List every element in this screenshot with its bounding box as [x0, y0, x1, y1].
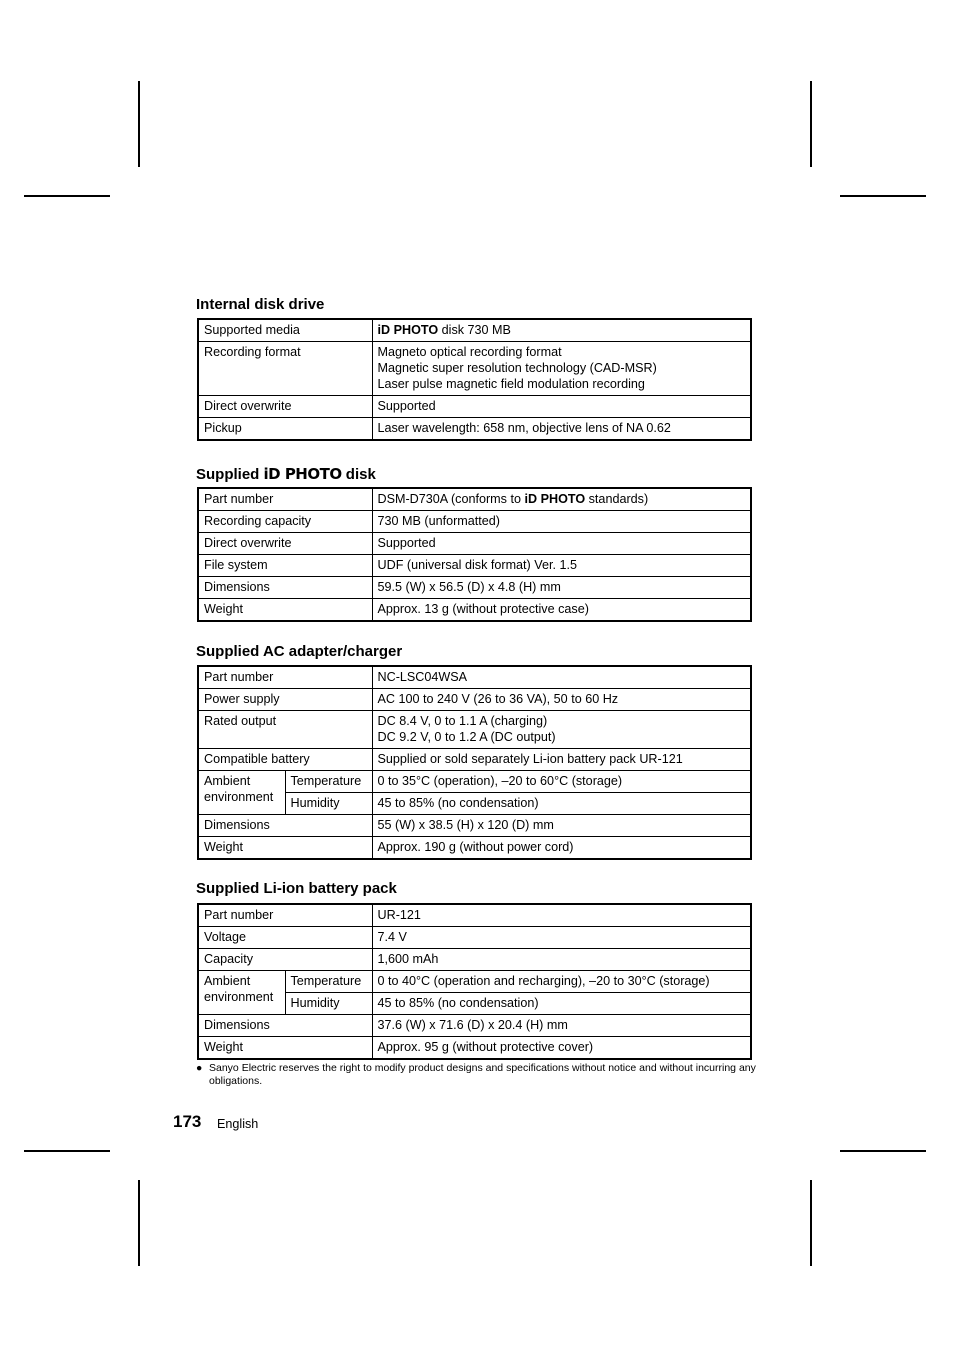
- table-row: [198, 666, 751, 689]
- row-value: 1,600 mAh: [372, 949, 751, 971]
- row-label: Direct overwrite: [198, 533, 372, 555]
- id-photo-logo: iD PHOTO: [263, 465, 342, 483]
- row-label: [198, 771, 285, 815]
- value-text: standards): [585, 492, 649, 506]
- crop-mark: [138, 1180, 140, 1266]
- brand-text: iD PHOTO: [524, 492, 586, 506]
- row-label: Rated output: [198, 711, 372, 749]
- row-label: Weight: [198, 1037, 372, 1060]
- row-value: 730 MB (unformatted): [372, 511, 751, 533]
- row-value: [372, 342, 751, 396]
- row-sublabel: Humidity: [285, 993, 372, 1015]
- row-value: Supported: [372, 533, 751, 555]
- row-label: [198, 971, 285, 1015]
- page-language: English: [217, 1117, 259, 1131]
- table-row: [198, 599, 751, 622]
- table-row: [198, 1037, 751, 1060]
- crop-mark: [138, 81, 140, 167]
- table-row: [198, 971, 751, 993]
- value-line: Laser pulse magnetic field modulation recording: [377, 377, 645, 391]
- table-row: [198, 488, 751, 511]
- crop-mark: [24, 1150, 110, 1152]
- crop-mark: [810, 1180, 812, 1266]
- row-label: Part number: [198, 488, 372, 511]
- value-line: DC 8.4 V, 0 to 1.1 A (charging): [377, 714, 548, 728]
- row-value: NC-LSC04WSA: [372, 666, 751, 689]
- row-value: Approx. 95 g (without protective cover): [372, 1037, 751, 1060]
- bullet-icon: ●: [196, 1062, 203, 1074]
- row-value: 37.6 (W) x 71.6 (D) x 20.4 (H) mm: [372, 1015, 751, 1037]
- row-label: Recording capacity: [198, 511, 372, 533]
- table-row: [198, 904, 751, 927]
- table-row: [198, 418, 751, 441]
- row-value: [372, 488, 751, 511]
- table-row: [198, 555, 751, 577]
- value-line: Magneto optical recording format: [377, 345, 562, 359]
- row-label: Pickup: [198, 418, 372, 441]
- table-row: [198, 815, 751, 837]
- row-value: 0 to 40°C (operation and recharging), –20 to 30°C (storage): [372, 971, 751, 993]
- row-label: Part number: [198, 904, 372, 927]
- spec-table-disk-drive: [197, 318, 752, 441]
- page-number: 173: [173, 1112, 202, 1131]
- row-value: 45 to 85% (no condensation): [372, 793, 751, 815]
- crop-mark: [840, 1150, 926, 1152]
- row-label: Direct overwrite: [198, 396, 372, 418]
- table-row: [198, 342, 751, 396]
- table-row: [198, 837, 751, 860]
- section-title-adapter: Supplied AC adapter/charger: [196, 643, 403, 660]
- brand-text: iD PHOTO: [377, 323, 439, 337]
- spec-table-disk: [197, 487, 752, 622]
- row-value: UR-121: [372, 904, 751, 927]
- crop-mark: [840, 195, 926, 197]
- row-value: 55 (W) x 38.5 (H) x 120 (D) mm: [372, 815, 751, 837]
- row-sublabel: Temperature: [285, 771, 372, 793]
- note-text: Sanyo Electric reserves the right to modify product designs and specifications without notice and without incurring any obligations.: [209, 1062, 756, 1087]
- row-label: File system: [198, 555, 372, 577]
- table-row: [198, 771, 751, 793]
- row-value: 45 to 85% (no condensation): [372, 993, 751, 1015]
- crop-mark: [810, 81, 812, 167]
- row-sublabel: Humidity: [285, 793, 372, 815]
- row-label: Voltage: [198, 927, 372, 949]
- row-label: Part number: [198, 666, 372, 689]
- row-value: 7.4 V: [372, 927, 751, 949]
- row-label: Dimensions: [198, 1015, 372, 1037]
- row-value: 59.5 (W) x 56.5 (D) x 4.8 (H) mm: [372, 577, 751, 599]
- row-sublabel: Temperature: [285, 971, 372, 993]
- row-value: UDF (universal disk format) Ver. 1.5: [372, 555, 751, 577]
- table-row: [198, 689, 751, 711]
- label-line: environment: [204, 790, 274, 804]
- title-text: Supplied: [196, 466, 264, 483]
- table-row: [198, 511, 751, 533]
- row-label: Capacity: [198, 949, 372, 971]
- row-label: Recording format: [198, 342, 372, 396]
- row-value: Approx. 13 g (without protective case): [372, 599, 751, 622]
- value-text: disk 730 MB: [438, 323, 511, 337]
- disclaimer-note: [196, 1062, 756, 1088]
- row-label: Supported media: [198, 319, 372, 342]
- table-row: [198, 577, 751, 599]
- spec-table-adapter: [197, 665, 752, 860]
- row-value: AC 100 to 240 V (26 to 36 VA), 50 to 60 Hz: [372, 689, 751, 711]
- row-label: Dimensions: [198, 815, 372, 837]
- value-line: Magnetic super resolution technology (CAD-MSR): [377, 361, 657, 375]
- table-row: [198, 949, 751, 971]
- crop-mark: [24, 195, 110, 197]
- section-title-disk: [196, 465, 376, 484]
- row-label: Compatible battery: [198, 749, 372, 771]
- label-line: Ambient: [204, 974, 251, 988]
- row-value: 0 to 35°C (operation), –20 to 60°C (storage): [372, 771, 751, 793]
- row-value: Supplied or sold separately Li-ion battery pack UR-121: [372, 749, 751, 771]
- table-row: [198, 319, 751, 342]
- row-label: Power supply: [198, 689, 372, 711]
- row-label: Dimensions: [198, 577, 372, 599]
- table-row: [198, 533, 751, 555]
- title-text: disk: [341, 466, 376, 483]
- table-row: [198, 396, 751, 418]
- row-value: Supported: [372, 396, 751, 418]
- section-title-battery: Supplied Li-ion battery pack: [196, 880, 397, 897]
- row-label: Weight: [198, 837, 372, 860]
- row-value: [372, 711, 751, 749]
- table-row: [198, 927, 751, 949]
- spec-table-battery: [197, 903, 752, 1060]
- table-row: [198, 1015, 751, 1037]
- row-label: Weight: [198, 599, 372, 622]
- value-line: DC 9.2 V, 0 to 1.2 A (DC output): [377, 730, 556, 744]
- label-line: environment: [204, 990, 274, 1004]
- row-value: Laser wavelength: 658 nm, objective lens of NA 0.62: [372, 418, 751, 441]
- value-text: DSM-D730A (conforms to: [377, 492, 525, 506]
- section-title-disk-drive: Internal disk drive: [196, 296, 325, 313]
- row-value: Approx. 190 g (without power cord): [372, 837, 751, 860]
- table-row: [198, 749, 751, 771]
- table-row: [198, 711, 751, 749]
- row-value: [372, 319, 751, 342]
- label-line: Ambient: [204, 774, 251, 788]
